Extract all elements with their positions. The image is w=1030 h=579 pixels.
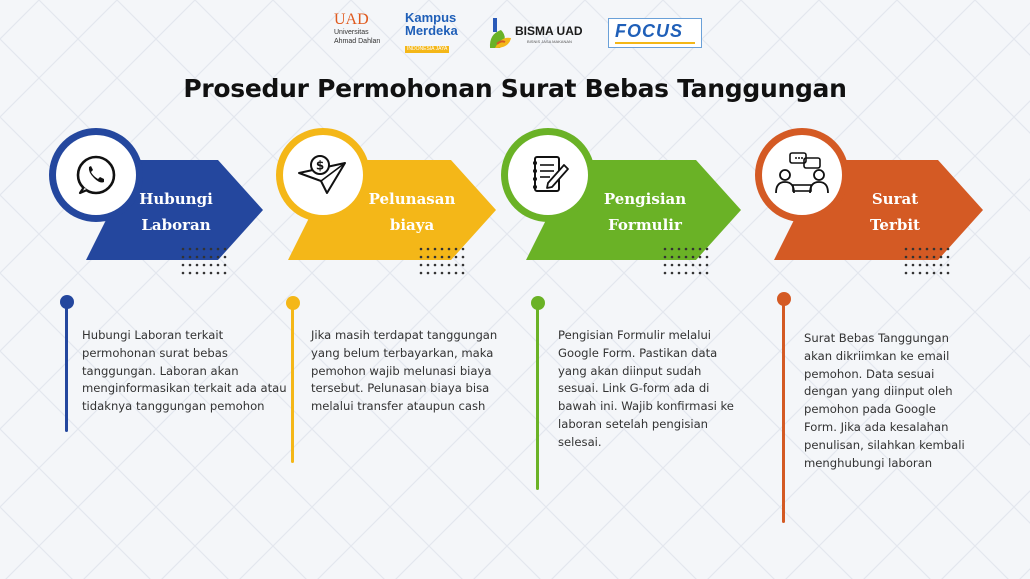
decor-dot [905, 272, 908, 275]
decor-dot [224, 256, 227, 259]
decor-dot [678, 248, 681, 251]
decor-dot [448, 248, 451, 251]
decor-dot [420, 256, 423, 259]
decor-dot [455, 264, 458, 267]
step-label-line1: Pelunasan [368, 190, 456, 208]
description-line: sesuai. Link G-form ada di [558, 381, 710, 396]
description-line: menginformasikan terkait ada atau [82, 381, 287, 396]
description-line: Google Form. Pastikan data [558, 345, 718, 360]
decor-dot [940, 248, 943, 251]
decor-dot [919, 272, 922, 275]
decor-dot [905, 248, 908, 251]
step-description [311, 327, 516, 416]
decor-dot [947, 248, 950, 251]
decor-dot [448, 264, 451, 267]
decor-dot [912, 256, 915, 259]
decor-dot [919, 264, 922, 267]
step-label-line2: Terbit [869, 216, 920, 234]
decor-dot [692, 272, 695, 275]
decor-dot [706, 264, 709, 267]
decor-dot [217, 248, 220, 251]
kampus-merdeka-logo [405, 12, 477, 52]
decor-dot [671, 248, 674, 251]
decor-dot [189, 256, 192, 259]
decor-dot [685, 256, 688, 259]
step-label-line2: biaya [389, 216, 435, 234]
description-line: akan dikriimkan ke email [804, 348, 950, 363]
decor-dot [919, 256, 922, 259]
dot-grid [903, 246, 953, 278]
decor-dot [427, 264, 430, 267]
description-line: laboran setelah pengisian [558, 416, 709, 431]
decor-dot [420, 248, 423, 251]
decor-dot [933, 256, 936, 259]
step-label [126, 186, 226, 238]
decor-dot [692, 264, 695, 267]
description-line: penulisan, silahkan kembali [804, 437, 965, 452]
kampus-logo-sub: INDONESIA JAYA [407, 46, 448, 52]
description-line: selesai. [558, 434, 602, 449]
decor-dot [448, 272, 451, 275]
decor-dot [699, 248, 702, 251]
dot-grid [180, 246, 230, 278]
decor-dot [664, 256, 667, 259]
decor-dot [933, 248, 936, 251]
decor-dot [182, 264, 185, 267]
decor-dot [685, 264, 688, 267]
timeline-line [536, 305, 539, 490]
decor-dot [940, 272, 943, 275]
description-line: pemohon. Data sesuai [804, 366, 935, 381]
description-line: Hubungi Laboran terkait [82, 328, 224, 342]
step-label-line2: Laboran [141, 216, 211, 234]
decor-dot [196, 248, 199, 251]
step-circle-inner [56, 135, 136, 215]
decor-dot [203, 248, 206, 251]
step-label [845, 186, 945, 238]
timeline-line [782, 301, 785, 523]
dot-grid [662, 246, 712, 278]
decor-dot [699, 256, 702, 259]
timeline-line [65, 304, 68, 432]
decor-dot [427, 272, 430, 275]
decor-dot [455, 248, 458, 251]
decor-dot [196, 256, 199, 259]
decor-dot [706, 248, 709, 251]
focus-logo [608, 18, 702, 48]
decor-dot [933, 272, 936, 275]
decor-dot [926, 264, 929, 267]
decor-dot [912, 272, 915, 275]
decor-dot [462, 264, 465, 267]
decor-dot [189, 248, 192, 251]
decor-dot [420, 272, 423, 275]
decor-dot [434, 264, 437, 267]
step-label-line2: Formulir [608, 216, 682, 234]
decor-dot [189, 272, 192, 275]
decor-dot [441, 272, 444, 275]
step-description [804, 330, 989, 472]
description-line: Form. Jika ada kesalahan [804, 419, 949, 434]
decor-dot [947, 264, 950, 267]
step-label-line1: Surat [871, 190, 919, 208]
description-line: yang akan diinput sudah [558, 363, 702, 378]
step-circle-inner [508, 135, 588, 215]
decor-dot [427, 256, 430, 259]
decor-dot [462, 256, 465, 259]
decor-dot [678, 272, 681, 275]
decor-dot [671, 264, 674, 267]
decor-dot [455, 272, 458, 275]
dot-grid [418, 246, 468, 278]
description-line: menghubungi laboran [804, 455, 933, 470]
decor-dot [947, 272, 950, 275]
uad-logo-sub2: Ahmad Dahlan [334, 38, 381, 45]
description-line: bawah ini. Wajib konfirmasi ke [558, 399, 734, 414]
decor-dot [462, 272, 465, 275]
decor-dot [940, 256, 943, 259]
decor-dot [196, 272, 199, 275]
decor-dot [678, 264, 681, 267]
decor-dot [933, 264, 936, 267]
decor-dot [926, 272, 929, 275]
bisma-logo-sub: BISNIS JASA MAKANAN [527, 39, 572, 44]
decor-dot [203, 256, 206, 259]
focus-logo-underline [615, 42, 695, 44]
decor-dot [441, 264, 444, 267]
step-label [595, 186, 695, 238]
decor-dot [685, 248, 688, 251]
description-line: yang belum terbayarkan, maka [311, 345, 494, 360]
description-line: melalui transfer ataupun cash [311, 399, 486, 414]
decor-dot [912, 264, 915, 267]
step-description [82, 327, 292, 416]
decor-dot [217, 256, 220, 259]
decor-dot [926, 256, 929, 259]
description-line: tidaknya tanggungan pemohon [82, 399, 265, 414]
decor-dot [671, 256, 674, 259]
decor-dot [664, 248, 667, 251]
decor-dot [210, 272, 213, 275]
decor-dot [182, 272, 185, 275]
step-surat-terbit [752, 128, 992, 278]
logo-bar [0, 12, 1030, 52]
decor-dot [427, 248, 430, 251]
step-pelunasan-biaya [276, 128, 506, 278]
decor-dot [692, 256, 695, 259]
decor-dot [441, 248, 444, 251]
step-label [362, 186, 462, 238]
decor-dot [692, 248, 695, 251]
page-title: Prosedur Permohonan Surat Bebas Tanggungan [183, 74, 847, 103]
bisma-uad-logo [487, 12, 592, 52]
description-line: permohonan surat bebas [82, 345, 228, 360]
decor-dot [685, 272, 688, 275]
decor-dot [224, 264, 227, 267]
bisma-leaf-icon [487, 14, 513, 50]
description-line: Surat Bebas Tanggungan [804, 331, 949, 345]
decor-dot [217, 264, 220, 267]
decor-dot [940, 264, 943, 267]
decor-dot [217, 272, 220, 275]
decor-dot [196, 264, 199, 267]
decor-dot [455, 256, 458, 259]
decor-dot [203, 264, 206, 267]
decor-dot [664, 272, 667, 275]
decor-dot [210, 264, 213, 267]
description-line: Pengisian Formulir melalui [558, 328, 712, 342]
decor-dot [441, 256, 444, 259]
decor-dot [434, 256, 437, 259]
decor-dot [671, 272, 674, 275]
decor-dot [706, 256, 709, 259]
decor-dot [919, 248, 922, 251]
description-line: pemohon pada Google [804, 402, 936, 417]
decor-dot [905, 256, 908, 259]
svg-text:$: $ [315, 158, 325, 173]
decor-dot [699, 272, 702, 275]
description-line: dengan yang diinput oleh [804, 384, 953, 399]
description-line: pemohon wajib melunasi biaya [311, 363, 492, 378]
decor-dot [448, 256, 451, 259]
decor-dot [189, 264, 192, 267]
decor-dot [699, 264, 702, 267]
decor-dot [926, 248, 929, 251]
decor-dot [210, 248, 213, 251]
step-hubungi-laboran [46, 128, 276, 278]
decor-dot [224, 272, 227, 275]
decor-dot [678, 256, 681, 259]
decor-dot [182, 248, 185, 251]
decor-dot [210, 256, 213, 259]
decor-dot [664, 264, 667, 267]
decor-dot [203, 272, 206, 275]
step-description [558, 327, 753, 452]
decor-dot [224, 248, 227, 251]
bisma-logo-text: BISMA UAD [515, 24, 583, 38]
uad-logo-sub1: Universitas [334, 29, 369, 36]
decor-dot [905, 264, 908, 267]
step-circle-inner [762, 135, 842, 215]
step-circle-inner [283, 135, 363, 215]
description-line: Jika masih terdapat tanggungan [311, 328, 498, 342]
kampus-logo-line2: Merdeka [405, 23, 458, 38]
decor-dot [462, 248, 465, 251]
decor-dot [182, 256, 185, 259]
uad-logo-text: UAD [334, 11, 369, 28]
description-line: tersebut. Pelunasan biaya bisa [311, 381, 490, 396]
decor-dot [947, 256, 950, 259]
focus-logo-text: FOCUS [615, 21, 683, 41]
decor-dot [420, 264, 423, 267]
kampus-logo-line1: Kampus [405, 10, 457, 25]
decor-dot [434, 248, 437, 251]
decor-dot [912, 248, 915, 251]
uad-logo [334, 12, 394, 52]
step-label-line1: Hubungi [139, 190, 213, 208]
decor-dot [706, 272, 709, 275]
description-line: tanggungan. Laboran akan [82, 363, 239, 378]
decor-dot [434, 272, 437, 275]
step-label-line1: Pengisian [603, 190, 687, 208]
